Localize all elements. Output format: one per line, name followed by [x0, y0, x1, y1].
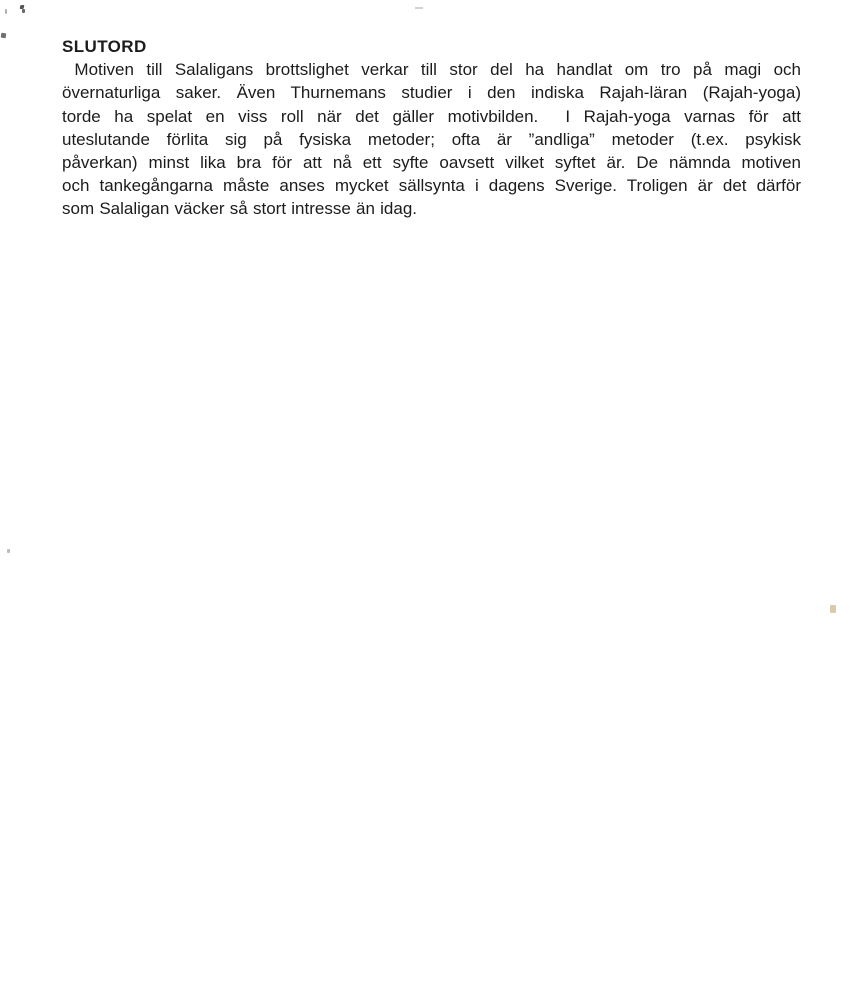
paragraph-line: övernaturliga saker. Även Thurnemans studier i den indiska Rajah-läran (Rajah-yoga) — [62, 83, 801, 103]
scan-speck — [415, 7, 423, 9]
paragraph-line: uteslutande förlita sig på fysiska metoder; ofta är ”andliga” metoder (t.ex. psykisk — [62, 129, 801, 149]
scan-speck — [7, 549, 10, 553]
paragraph-line: påverkan) minst lika bra för att nå ett syfte oavsett vilket syftet är. De nämnda motiven — [62, 153, 801, 173]
scan-speck — [1, 33, 7, 39]
document-title: SLUTORD — [62, 37, 147, 56]
scan-speck — [5, 9, 7, 14]
paragraph-line: Motiven till Salaligans brottslighet verkar till stor del ha handlat om tro på magi och — [62, 60, 801, 80]
paragraph-line: och tankegångarna måste anses mycket sällsynta i dagens Sverige. Troligen är det därför — [62, 176, 801, 196]
paragraph-line: torde ha spelat en viss roll när det gäller motivbilden. I Rajah-yoga varnas för att — [62, 106, 801, 126]
scan-speck — [19, 5, 25, 14]
paragraph-line: som Salaligan väcker så stort intresse än idag. — [62, 199, 418, 219]
scan-speck — [830, 605, 836, 613]
document-text-block — [62, 35, 801, 221]
